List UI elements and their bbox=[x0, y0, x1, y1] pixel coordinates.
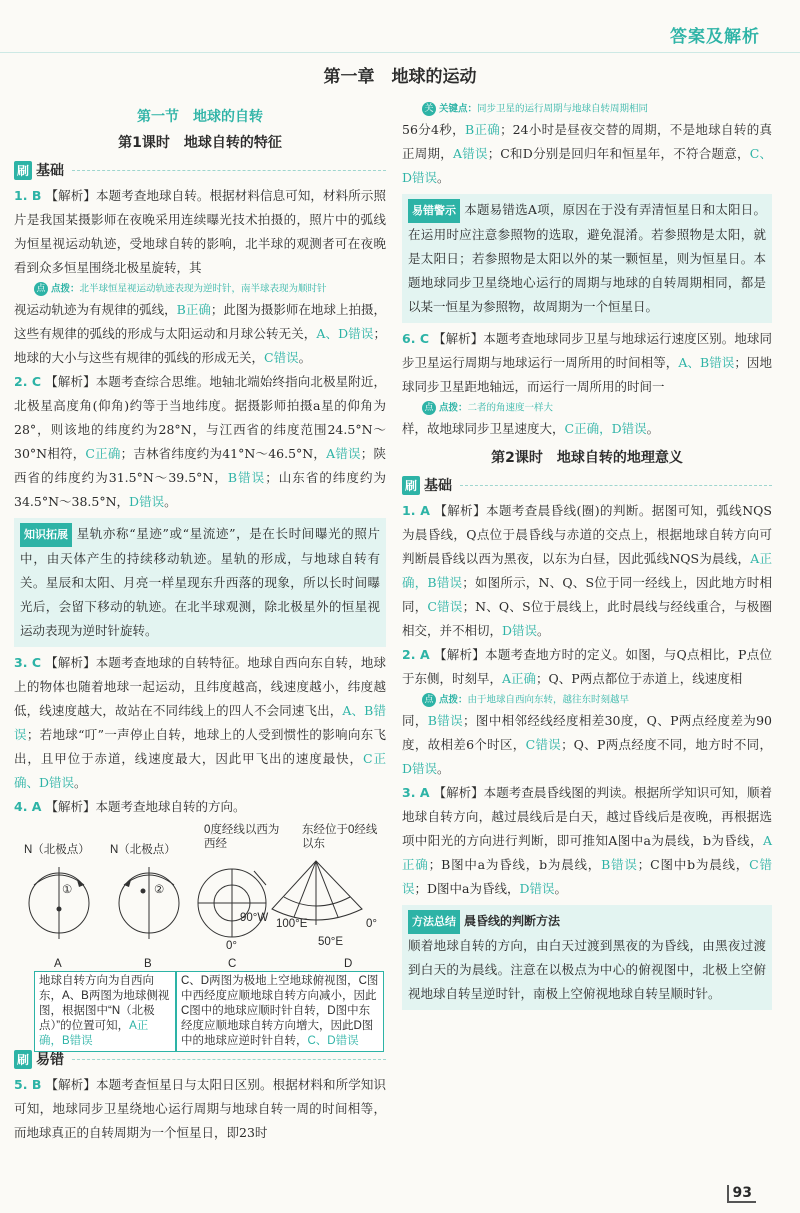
q3-ok2: C正确、D错误 bbox=[14, 751, 386, 790]
l2q1-number: 1. A bbox=[402, 503, 430, 518]
hint-icon: 点 bbox=[422, 401, 436, 415]
l2q3-ok3: C错误 bbox=[402, 857, 772, 896]
q3-text-b: ；若地球“叮”一声停止自转，地球上的人受到惯性的影响向东飞出，且甲位于赤道，线速度最大，因此甲飞出的速度最快， bbox=[14, 727, 386, 766]
l2q1-text-a: 【解析】本题考查晨昏线(圈)的判断。据图可知，弧线NQS为晨昏线，Q点位于晨昏线与赤道的交点上，根据地球自转方向可判断晨昏线以西为黑夜，以东为白昼，因此弧线NQS为晨线， bbox=[402, 503, 772, 566]
brush-badge-icon: 刷 bbox=[14, 1050, 32, 1069]
q1-note bbox=[34, 282, 386, 296]
tag-rule bbox=[72, 170, 386, 171]
l2q3-end: 。 bbox=[554, 881, 568, 896]
q1-text-d: ；地球的大小与这些有规律的弧线的形成无关， bbox=[14, 326, 386, 365]
method-title: 晨昏线的判断方法 bbox=[464, 914, 561, 928]
q2-ok3: B错误 bbox=[227, 470, 266, 485]
q1-note-label: 点拨： bbox=[51, 283, 80, 295]
answer-q1-cont bbox=[14, 298, 386, 370]
q5-note-text: 同步卫星的运行周期与地球自转周期相同 bbox=[477, 103, 649, 115]
tag-rule bbox=[72, 1059, 386, 1060]
tag-basic-2-label: 基础 bbox=[424, 478, 453, 494]
hint-icon: 点 bbox=[422, 693, 436, 707]
q5-number: 5. B bbox=[14, 1077, 42, 1092]
q5-text-d: ；C和D分别是回归年和恒星年，不符合题意， bbox=[487, 146, 750, 161]
q5-text-c: ；24小时是昼夜交替的周期，不是地球自转的真正周期， bbox=[402, 122, 773, 161]
q2-text-c: ；陕西省的纬度约为31.5°N～39.5°N， bbox=[14, 446, 386, 485]
fan-d bbox=[272, 861, 362, 920]
q5-note bbox=[422, 102, 772, 116]
l2q2-note bbox=[422, 693, 772, 707]
q6-note bbox=[422, 401, 772, 415]
l2q1-ok3: D错误 bbox=[502, 623, 538, 638]
knowledge-tag: 知识拓展 bbox=[20, 523, 72, 547]
q3-number: 3. C bbox=[14, 655, 42, 670]
q2-end: 。 bbox=[164, 494, 177, 509]
l2q2-ok3: C错误 bbox=[525, 737, 562, 752]
q6-ok2: C正确，D错误 bbox=[564, 421, 647, 436]
brush-badge-icon: 刷 bbox=[402, 476, 420, 495]
q5-text-a: 【解析】本题考查恒星日与太阳日区别。根据材料和所学知识可知，地球同步卫星绕地心运行周期与地球自转一周的时间相等，而地球真正的自转周期为一个恒星日，即23时 bbox=[14, 1077, 386, 1140]
chapter-title: 第一章 地球的运动 bbox=[323, 67, 477, 87]
q2-ok4: D错误 bbox=[129, 494, 165, 509]
answer-q3 bbox=[14, 651, 386, 795]
method-tag: 方法总结 bbox=[408, 910, 460, 934]
l2q1-ok2: C错误 bbox=[427, 599, 463, 614]
q3-ok1: A、B错误 bbox=[14, 703, 386, 742]
l2q2-note-text: 由于地球自西向东转，越往东时刻越早 bbox=[467, 694, 630, 706]
q1-ok1: B正确 bbox=[176, 302, 211, 317]
q5-text-b: 56分4秒， bbox=[402, 122, 465, 137]
hint-icon: 点 bbox=[34, 282, 48, 296]
q2-text-d: ；山东省的纬度约为34.5°N～38.5°N， bbox=[14, 470, 386, 509]
lesson2-title: 第2课时 地球自转的地理意义 bbox=[491, 450, 683, 466]
answer-l2q3 bbox=[402, 781, 772, 901]
l2q3-ok4: D错误 bbox=[519, 881, 555, 896]
l2q3-text-c: ；C图中b为晨线， bbox=[637, 857, 750, 872]
fig-d0: 0° bbox=[366, 918, 377, 930]
q6-end: 。 bbox=[646, 421, 660, 436]
q1-text-c: ；此图为摄影师在地球上拍摄，这些有规律的弧线的形成与太阳运动和月球公转无关， bbox=[14, 302, 386, 341]
fig-top-d: 东经位于0经线以东 bbox=[302, 824, 378, 850]
fig-e50: 50°E bbox=[318, 936, 344, 948]
answer-q1 bbox=[14, 184, 386, 280]
q5-ok1: B正确 bbox=[464, 122, 501, 137]
l2q2-text-e: ；Q、P两点经度不同，地方时不同， bbox=[561, 737, 772, 752]
knowledge-box bbox=[14, 518, 386, 647]
tag-basic-label: 基础 bbox=[36, 163, 65, 179]
answer-q5-cont bbox=[402, 118, 772, 190]
key-icon: 关 bbox=[422, 102, 436, 116]
answer-q6 bbox=[402, 327, 772, 399]
fig-c2: ② bbox=[154, 884, 165, 896]
q5-ok3: C、D错误 bbox=[402, 146, 772, 185]
fig-n2: N（北极点） bbox=[110, 844, 176, 856]
l2q2-text-d: ；图中相邻经线经度相差30度，Q、P两点经度差为90度，故相差6个时区， bbox=[402, 713, 772, 752]
fig-lc: C bbox=[228, 958, 237, 970]
fig-c0: 0° bbox=[226, 940, 237, 952]
fig-explain-cd bbox=[176, 971, 384, 1052]
q2-text-a: 【解析】本题考查综合思维。地轴北端始终指向北极星附近，北极星高度角(仰角)约等于当地纬度。据摄影师拍摄a星的仰角为28°，则该地的纬度约为28°N，与江西省的纬度范围24.5°N～30°N相符， bbox=[14, 374, 386, 461]
q1-note-text: 北半球恒星视运动轨迹表现为逆时针，南半球表现为顺时针 bbox=[79, 283, 327, 295]
lesson1-title: 第1课时 地球自转的特征 bbox=[118, 135, 282, 151]
l2q2-note-label: 点拨： bbox=[439, 694, 468, 706]
answer-q2 bbox=[14, 370, 386, 514]
fig-explain-ab bbox=[34, 971, 176, 1052]
q6-note-text: 二者的角速度一样大 bbox=[467, 402, 554, 414]
fig-ld: D bbox=[344, 958, 353, 970]
brush-badge-icon: 刷 bbox=[14, 161, 32, 180]
header-divider bbox=[0, 52, 800, 53]
tag-rule bbox=[460, 485, 772, 486]
q5-note-label: 关键点： bbox=[439, 103, 478, 115]
tag-mistake-label: 易错 bbox=[36, 1052, 65, 1068]
tag-mistake bbox=[14, 1049, 386, 1069]
q1-ok3: C错误 bbox=[264, 350, 299, 365]
answer-q6-cont bbox=[402, 417, 772, 441]
knowledge-text: 星轨亦称“星迹”或“星流迹”，是在长时间曝光的照片中，由天体产生的持续移动轨迹。星轨的形成，与地球自转有关。星辰和太阳、月亮一样星现东升西落的现象，所以长时间曝光后，会留下移动的轨迹。在北半球观测，除北极星外的恒星视运动表现为逆时针旋转。 bbox=[20, 526, 380, 638]
l2q1-end: 。 bbox=[537, 623, 550, 638]
q3-end: 。 bbox=[74, 775, 87, 790]
method-box bbox=[402, 905, 772, 1010]
right-column bbox=[402, 100, 772, 1014]
answer-l2q2 bbox=[402, 643, 772, 691]
q6-text-a: 【解析】本题考查地球同步卫星与地球运行速度区别。地球同步卫星运行周期与地球运行一周所用的时间相等， bbox=[402, 331, 772, 370]
rotation-figure bbox=[14, 823, 386, 1047]
fig-box1-text: 地球自转方向为自西向东，A、B两图为地球侧视图，根据图中“N（北极点）”的位置可知， bbox=[39, 975, 170, 1032]
q5-ok2: A错误 bbox=[452, 146, 488, 161]
l2q3-ok1: A正确 bbox=[402, 833, 772, 872]
q4-number: 4. A bbox=[14, 799, 42, 814]
answer-q5 bbox=[14, 1073, 386, 1145]
fig-top-c: 0度经线以西为西经 bbox=[204, 824, 280, 850]
tag-basic bbox=[14, 160, 386, 180]
l2q2-text-a: 【解析】本题考查地方时的定义。如图，与Q点相比，P点位于东侧，时刻早， bbox=[402, 647, 772, 686]
fig-box2-text: C、D两图为极地上空地球俯视图，C图中西经度应顺地球自转方向减小，因此C图中的地球应顺时针自转，D图中东经度应顺地球自转方向增大，因此D图中的地球应逆时针自转， bbox=[181, 975, 379, 1047]
fig-box1-ok: A正确，B错误 bbox=[39, 1020, 149, 1047]
q1-end: 。 bbox=[298, 350, 312, 365]
q1-number: 1. B bbox=[14, 188, 42, 203]
l2q1-text-c: ；N、Q、S位于晨线上，此时晨线与经线重合，与极圈相交，并不相切， bbox=[402, 599, 772, 638]
q1-text-b: 视运动轨迹为有规律的弧线， bbox=[14, 302, 177, 317]
q6-ok1: A、B错误 bbox=[678, 355, 735, 370]
fig-n1: N（北极点） bbox=[24, 844, 90, 856]
fig-c1: ① bbox=[62, 884, 73, 896]
l2q3-text-b: ；B图中a为昏线，b为晨线， bbox=[428, 857, 602, 872]
tag-basic-2 bbox=[402, 475, 772, 495]
q6-text-b: ；因地球同步卫星距地轴远，而运行一周所用的时间一 bbox=[402, 355, 772, 394]
method-text: 顺着地球自转的方向，由白天过渡到黑夜的为昏线，由黑夜过渡到白天的为晨线。注意在以极点为中心的俯视图中，北极上空俯视地球自转呈逆时针，南极上空俯视地球自转呈顺时针。 bbox=[408, 938, 766, 1001]
fig-la: A bbox=[54, 958, 62, 970]
l2q2-ok4: D错误 bbox=[402, 761, 438, 776]
q2-ok1: C正确 bbox=[85, 446, 121, 461]
answer-q4 bbox=[14, 795, 386, 819]
l2q1-ok1: A正确，B错误 bbox=[402, 551, 773, 590]
q6-number: 6. C bbox=[402, 331, 430, 346]
l2q3-text-d: ；D图中a为昏线， bbox=[414, 881, 520, 896]
q6-note-label: 点拨： bbox=[439, 402, 468, 414]
warning-tag: 易错警示 bbox=[408, 199, 460, 223]
answer-l2q2-cont bbox=[402, 709, 772, 781]
l2q2-ok1: A正确 bbox=[502, 671, 537, 686]
l2q3-ok2: B错误 bbox=[601, 857, 638, 872]
section-title: 第一节 地球的自转 bbox=[137, 109, 263, 125]
q5-end: 。 bbox=[437, 170, 450, 185]
l2q1-text-b: ；如图所示，N、Q、S位于同一经线上，因此地方时相同， bbox=[402, 575, 773, 614]
q2-text-b: ；吉林省纬度约为41°N～46.5°N， bbox=[120, 446, 327, 461]
q3-text-a: 【解析】本题考查地球的自转特征。地球自西向东自转，地球上的物体也随着地球一起运动，且纬度越高，线速度越小，纬度越低，线速度越大，故站在不同纬线上的四人不会同速飞出， bbox=[14, 655, 386, 718]
q2-number: 2. C bbox=[14, 374, 42, 389]
l2q2-ok2: B错误 bbox=[427, 713, 464, 728]
fig-box2-ok: C、D错误 bbox=[307, 1035, 359, 1047]
answer-l2q1 bbox=[402, 499, 772, 643]
fig-lb: B bbox=[144, 958, 152, 970]
header-label: 答案及解析 bbox=[670, 27, 760, 47]
q1-text-a: 【解析】本题考查地球自转。根据材料信息可知，材料所示照片是我国某摄影师在夜晚采用连续曝光技术拍摄的，照片中的弧线为恒星视运动轨迹，受地球自转的影响，北半球的观测者可在夜晚看到众多恒星围绕北极星旋转，其 bbox=[14, 188, 386, 275]
q2-ok2: A错误 bbox=[326, 446, 361, 461]
left-column bbox=[14, 100, 386, 1145]
l2q3-text-a: 【解析】本题考查晨昏线图的判读。根据所学知识可知，顺着地球自转方向，越过晨线后是白天，越过昏线后是夜晚，再根据选项中阳光的方向进行判断，即可推知A图中a为晨线，b为昏线， bbox=[402, 785, 772, 848]
q4-text: 【解析】本题考查地球自转的方向。 bbox=[45, 799, 246, 814]
l2q2-text-c: 同， bbox=[402, 713, 428, 728]
fig-e100: 100°E bbox=[276, 918, 308, 930]
q6-text-c: 样，故地球同步卫星速度大， bbox=[402, 421, 565, 436]
warning-text: 本题易错选A项，原因在于没有弄清恒星日和太阳日。在运用时应注意参照物的选取，避免混淆。若参照物是太阳，就是太阳日；若参照物是太阳以外的某一颗恒星，则为恒星日。本题地球同步卫星绕地心运行的周期与地球的自转周期相同，都是以某一恒星为参照物，故周期为一个恒星日。 bbox=[408, 202, 766, 314]
fig-w90: 90°W bbox=[240, 912, 269, 924]
l2q3-number: 3. A bbox=[402, 785, 430, 800]
l2q2-end: 。 bbox=[437, 761, 450, 776]
q1-ok2: A、D错误 bbox=[316, 326, 374, 341]
l2q2-number: 2. A bbox=[402, 647, 430, 662]
l2q2-text-b: ；Q、P两点都位于赤道上，线速度相 bbox=[536, 671, 743, 686]
page-number: 93 bbox=[727, 1185, 756, 1203]
warning-box bbox=[402, 194, 772, 323]
